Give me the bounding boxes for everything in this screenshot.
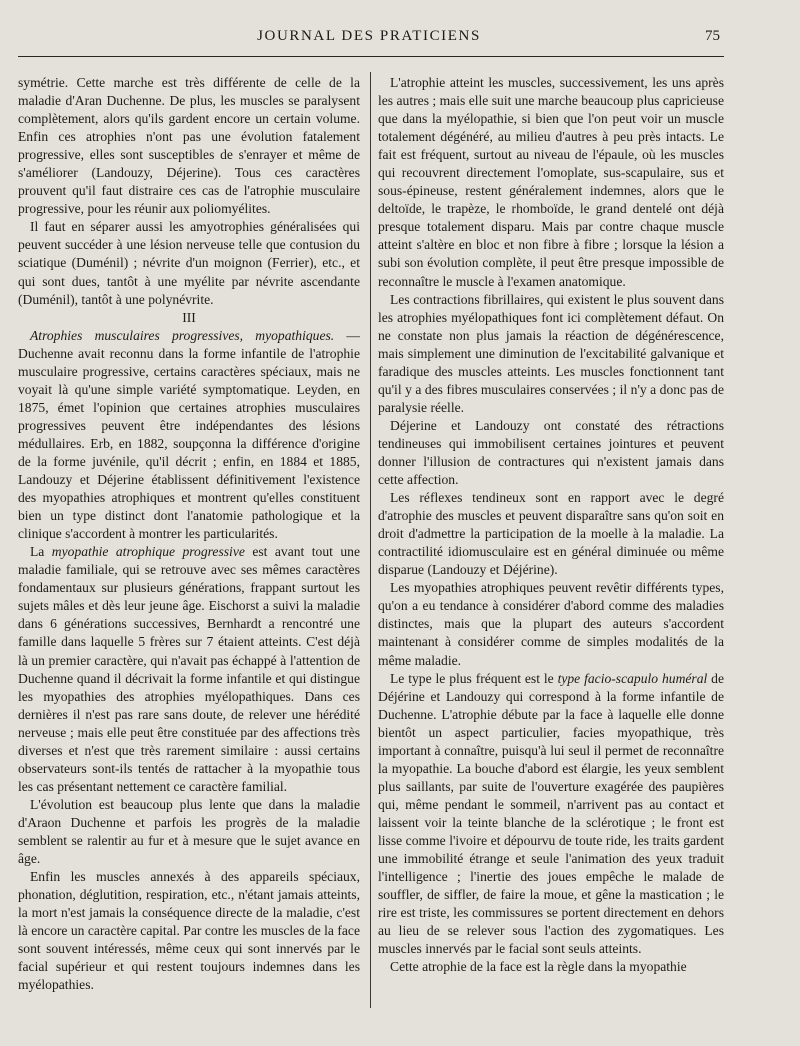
paragraph: Enfin les muscles annexés à des appareils spéciaux, phonation, déglutition, respiration, etc., n'étant jamais atteints, la mort n'est jamais la conséquence directe de la maladie, c'est là encore un caractère capital. Par contre les muscles de la face sont souvent intéressés, même ceux qui sont innervés par le facial supérieur et qui restent toujours indemnes dans les myélopathies.: [18, 869, 360, 993]
paragraph: Déjerine et Landouzy ont constaté des rétractions tendineuses qui immobilisent certaines jointures et peuvent donner l'illusion de contractures qui n'existent jamais dans cette affection.: [378, 417, 724, 488]
right-column: [378, 74, 724, 976]
paragraph: Les contractions fibrillaires, qui existent le plus souvent dans les atrophies myélopathiques font ici complètement défaut. On ne constate non plus jamais la réaction de dégénérescence, mais simplement une diminution de l'excitabilité galvanique et faradique des muscles atteints. Les muscles fonctionnent tant qu'il y a des fibres musculaires conservées ; il n'y a donc pas de paralysie réelle.: [378, 291, 724, 415]
paragraph: Les myopathies atrophiques peuvent revêtir différents types, qu'on a eu tendance à considérer d'abord comme des maladies distinctes, mais que la plupart des auteurs s'accordent maintenant à considérer comme de simples modalités de la même maladie.: [378, 580, 724, 668]
emphasis: type facio-scapulo huméral: [557, 670, 708, 686]
header-rule: [18, 56, 724, 57]
left-column: [18, 74, 360, 994]
column-divider: [370, 72, 371, 1008]
paragraph: La myopathie atrophique progressive est avant tout une maladie familiale, qui se retrouve avec ses mêmes caractères fondamentaux sur plusieurs générations, frappant surtout les sujets mâles et dès leur jeune âge. Eischorst a suivi la maladie dans 6 générations successives, Bernhardt a rencontré une famille dans laquelle 5 frères sur 7 étaient atteints. C'est déjà là un premier caractère, qui n'avait pas échappé à l'attention de Duchenne quand il décrivait la forme infantile et qui distingue les myopathies des atrophies myélopathiques. Dans ces dernières il n'est pas rare sans doute, de relever une hérédité nerveuse ; mais elle peut être constituée par des affections très diverses et n'est que très rarement similaire : aussi certains observateurs sont-ils tentés de rattacher à la myopathie tous les cas présentant nettement ce caractère familial.: [18, 544, 360, 794]
paragraph: Il faut en séparer aussi les amyotrophies généralisées qui peuvent succéder à une lésion nerveuse telle que contusion du sciatique (Duménil) ; névrite d'un moignon (Ferrier), etc., et qui sont dues, tantôt à une myélite par névrite ascendante (Duménil), tantôt à une polynévrite.: [18, 219, 360, 307]
paragraph: Les réflexes tendineux sont en rapport avec le degré d'atrophie des muscles et peuvent disparaître sans qu'on soit en droit d'admettre la participation de la moelle à la maladie. La contractilité idiomusculaire est en général diminuée ou même disparue (Landouzy et Déjérine).: [378, 490, 724, 578]
section-number: III: [182, 309, 196, 325]
running-header: [18, 26, 720, 48]
paragraph: Cette atrophie de la face est la règle dans la myopathie: [390, 959, 687, 975]
emphasis: myopathie atrophique progressive: [51, 544, 245, 560]
page-number: 75: [705, 28, 720, 44]
paragraph: symétrie. Cette marche est très différente de celle de la maladie d'Aran Duchenne. De plus, les muscles se paralysent complètement, alors qu'ils gardent encore un certain volume. Enfin ces atrophies n'ont pas une évolution fatalement progressive, elles sont susceptibles de s'enrayer et même de s'améliorer (Landouzy, Déjerine). Tous ces caractères prouvent qu'il faut distraire ces cas de l'atrophie musculaire progressive, pour les réunir aux poliomyélites.: [18, 75, 360, 217]
journal-title: JOURNAL DES PRATICIENS: [257, 28, 481, 44]
paragraph: L'atrophie atteint les muscles, successivement, les uns après les autres ; mais elle suit une marche beaucoup plus capricieuse que dans la myélopathie, si bien que l'on peut voir un muscle totalement dégénéré, au milieu d'autres à peu près intacts. Le fait est fréquent, surtout au niveau de l'épaule, où les muscles qui recouvrent directement l'omoplate, sus-scapulaire, sus et sous-épineuse, restent généralement indemnes, alors que le deltoïde, le trapèze, le rhomboïde, le grand dentelé ont déjà presque totalement disparu. Mais par contre chaque muscle atteint s'altère en bloc et non fibre à fibre ; lorsque la lésion a subi son évolution complète, il peut être presque impossible de reconnaître le muscle à l'examen anatomique.: [378, 75, 724, 289]
paragraph: Atrophies musculaires progressives, myopathiques. — Duchenne avait reconnu dans la forme infantile de l'atrophie musculaire progressive, certains caractères spéciaux, mais ne voyait là qu'une simple variété symptomatique. Leyden, en 1875, émet l'opinion que certaines atrophies musculaires progressives peuvent être indépendantes des lésions médullaires. Erb, en 1882, soupçonna la différence d'origine de la forme juvénile, qu'il décrit ; enfin, en 1884 et 1885, Landouzy et Déjerine établissent définitivement l'existence des myopathies atrophiques et montrent qu'elles constituent bien un type distinct dont l'anatomie pathologique et la clinique s'accordent à montrer les particularités.: [18, 327, 360, 542]
paragraph: Le type le plus fréquent est le type facio-scapulo huméral de Déjérine et Landouzy qui correspond à la forme infantile de Duchenne. L'atrophie débute par la face à laquelle elle donne bientôt un aspect particulier, facies myopathique, très important à connaître, puisqu'à lui seul il permet de reconnaître la myopathie. La bouche d'abord est élargie, les yeux semblent plus saillants, par suite de l'ouverture exagérée des paupières qui, même pendant le sommeil, n'arrivent pas au contact et laissent voir la teinte blanche de la sclérotique ; le front est lisse comme l'ivoire et dépourvu de toute ride, les traits gardent une immobilité étrange et seule l'animation des yeux traduit l'intelligence ; l'inertie des joues empêche le malade de souffler, de siffler, de faire la moue, et gêne la mastication ; le rire est triste, les commissures se portent directement en dehors au lieu de se relever sous l'action des zygomatiques. Les muscles innervés par le facial sont seuls atteints.: [378, 670, 725, 957]
section-heading: Atrophies musculaires progressives, myopathiques.: [30, 327, 335, 343]
paragraph: L'évolution est beaucoup plus lente que dans la maladie d'Araon Duchenne et parfois les progrès de la maladie semblent se ralentir au fur et à mesure que le sujet avance en âge.: [18, 796, 360, 867]
